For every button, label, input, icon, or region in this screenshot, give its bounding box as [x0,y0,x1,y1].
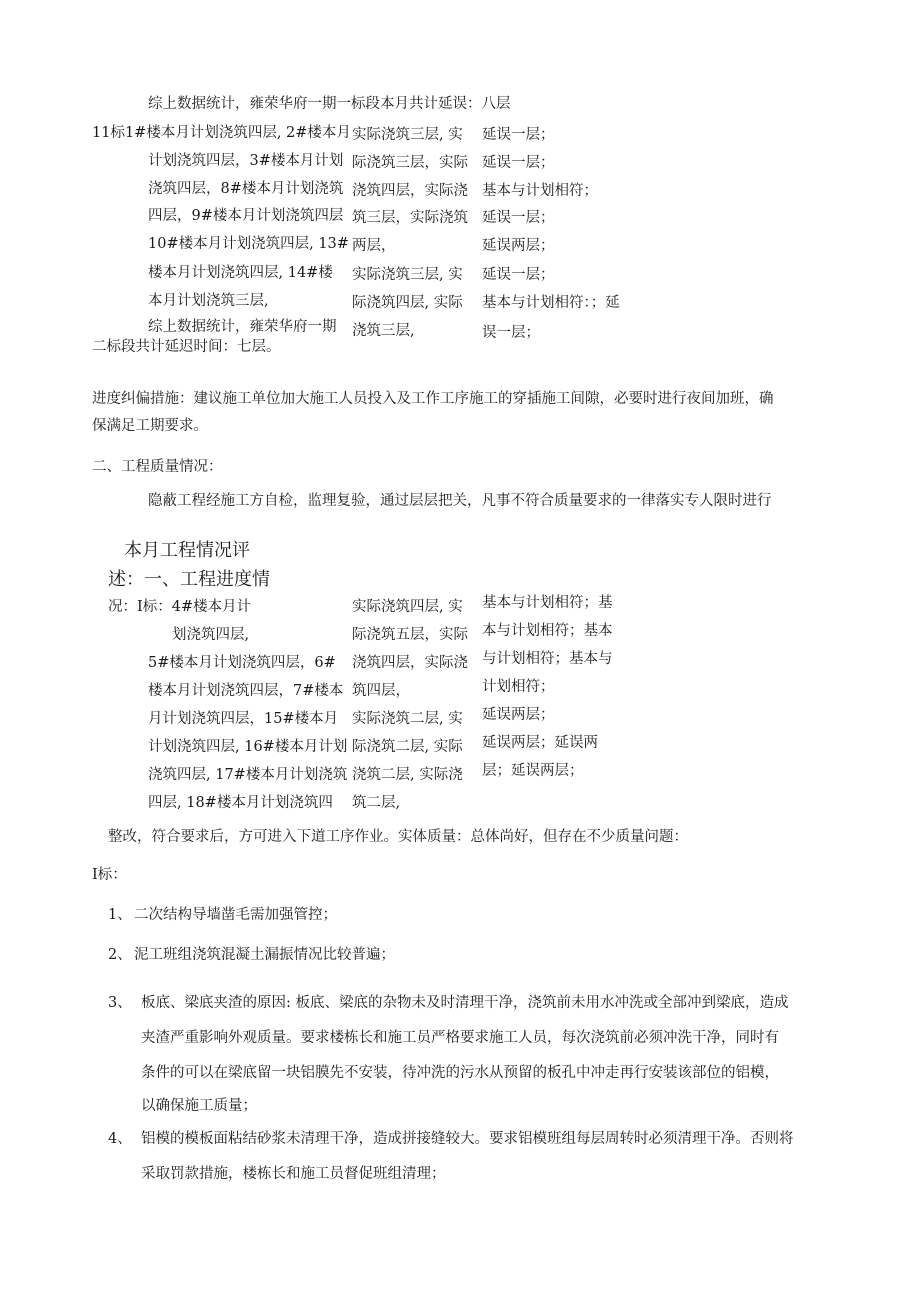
b1-col-c-line: 延误一层； [482,267,555,283]
b2-col-a-line: 四层, 18#楼本月计划浇筑四 [148,795,333,811]
b2-col-a-line: 月计划浇筑四层，15#楼本月 [148,711,339,727]
measures-line-1: 进度纠偏措施：建议施工单位加大施工人员投入及工作工序施工的穿插施工间隙，必要时进行夜间加班，确 [92,391,774,407]
issue-1-text: 二次结构导墙凿毛需加强管控； [134,907,337,923]
issue-2-text: 泥工班组浇筑混凝土漏振情况比较普遍； [134,947,395,963]
issue-3-number: 3、 [108,995,132,1011]
issue-1-number: 1、 [108,907,132,923]
measures-line-2: 保满足工期要求。 [92,418,208,434]
block2-subtitle: 述：一、工程进度情 [108,569,270,590]
b2-col-c-line: 延误两层； [482,707,555,723]
b1-col-a-line: 综上数据统计，雍荣华府一期 [148,319,337,335]
b1-col-c-line: 基本与计划相符； [482,183,598,199]
b1-col-b-line: 筑三层，实际浇筑 [352,210,468,226]
b1-col-a-line: 本月计划浇筑三层, [148,293,269,309]
issue-3-line: 条件的可以在梁底留一块铝膜先不安装，待冲洗的污水从预留的板孔中冲走再行安装该部位的铝模， [141,1065,779,1081]
b1-col-c-line: 延误一层； [482,127,555,143]
issue-3-line: 以确保施工质量； [141,1098,257,1114]
b1-col-a-line: 计划浇筑四层，3#楼本月计划 [148,153,344,169]
b2-col-a-line: 况：I标：4#楼本月计 [108,599,252,615]
b1-col-a-line: 楼本月计划浇筑四层, 14#楼 [148,265,333,281]
b1-col-a-line: 浇筑四层，8#楼本月计划浇筑 [148,181,344,197]
b2-col-b-line: 浇筑四层，实际浇 [352,655,468,671]
issue-4-line: 采取罚款措施，楼栋长和施工员督促班组清理； [141,1166,446,1182]
b1-col-b-line: 两层， [352,238,396,254]
b1-col-b-line: 际浇筑四层, 实际 [352,295,463,311]
b1-col-c-line: 误一层； [482,325,540,341]
b2-col-a-line: 计划浇筑四层, 16#楼本月计划 [148,739,348,755]
b1-col-b-line: 实际浇筑三层, 实 [352,267,463,283]
b1-col-a-line: 11标1#楼本月计划浇筑四层, 2#楼本月 [92,125,351,141]
b1-col-b-line: 浇筑四层，实际浇 [352,183,468,199]
section-label-i: I标： [92,867,127,883]
b2-col-b-line: 实际浇筑二层, 实 [352,711,463,727]
b2-col-b-line: 际浇筑二层, 实际 [352,739,463,755]
issue-3-line: 夹渣严重影响外观质量。要求楼栋长和施工员严格要求施工人员，每次浇筑前必须冲洗干净，同时有 [141,1030,779,1046]
issue-4-number: 4、 [108,1131,132,1147]
b1-col-c-line: 基本与计划相符：；延 [482,295,620,311]
b2-col-b-line: 筑二层, [352,795,401,811]
issue-2-number: 2、 [108,947,132,963]
b1-col-a-line: 二标段共计延迟时间：七层。 [92,339,281,355]
b2-col-c-line: 与计划相符；基本与 [482,651,613,667]
b2-col-b-line: 实际浇筑四层, 实 [352,599,463,615]
b2-col-c-line: 计划相符； [482,679,555,695]
b2-col-b-line: 浇筑二层, 实际浇 [352,767,463,783]
rectification-line: 整改，符合要求后，方可进入下道工序作业。实体质量：总体尚好，但存在不少质量问题： [108,829,688,845]
b1-col-c-line: 延误一层； [482,210,555,226]
b2-col-c-line: 基本与计划相符；基 [482,595,613,611]
block2-title: 本月工程情况评 [124,540,250,561]
quality-heading: 二、工程质量情况： [92,459,223,475]
b1-col-a-line: 10#楼本月计划浇筑四层, 13# [148,236,349,252]
b2-col-c-line: 延误两层；延误两 [482,735,598,751]
issue-3-line: 板底、梁底夹渣的原因: 板底、梁底的杂物未及时清理干净，浇筑前未用水冲洗或全部冲到梁底，造成 [141,995,789,1011]
b2-col-c-line: 本与计划相符；基本 [482,623,613,639]
b2-col-b-line: 际浇筑五层，实际 [352,627,468,643]
b1-col-a-line: 四层，9#楼本月计划浇筑四层 [148,208,344,224]
b2-col-a-line: 楼本月计划浇筑四层，7#楼本 [148,683,344,699]
b1-col-b-line: 浇筑三层, [352,323,415,339]
b1-col-c-line: 延误两层； [482,238,555,254]
b1-col-b-line: 实际浇筑三层, 实 [352,127,463,143]
b2-col-a-line: 浇筑四层, 17#楼本月计划浇筑 [148,767,348,783]
b2-col-a-line: 5#楼本月计划浇筑四层，6# [148,655,336,671]
b1-col-c-line: 延误一层； [482,155,555,171]
b1-col-b-line: 际浇筑三层，实际 [352,155,468,171]
issue-4-line: 铝模的模板面粘结砂浆未清理干净，造成拼接缝较大。要求铝模班组每层周转时必须清理干净。否则将 [141,1131,794,1147]
b2-col-a-line: 划浇筑四层, [172,627,250,643]
quality-paragraph: 隐蔽工程经施工方自检，监理复验，通过层层把关，凡事不符合质量要求的一律落实专人限时进行 [148,493,772,509]
summary-line-1: 综上数据统计，雍荣华府一期一标段本月共计延误：八层 [148,96,511,112]
b2-col-c-line: 层；延误两层； [482,763,584,779]
b2-col-b-line: 筑四层， [352,683,410,699]
